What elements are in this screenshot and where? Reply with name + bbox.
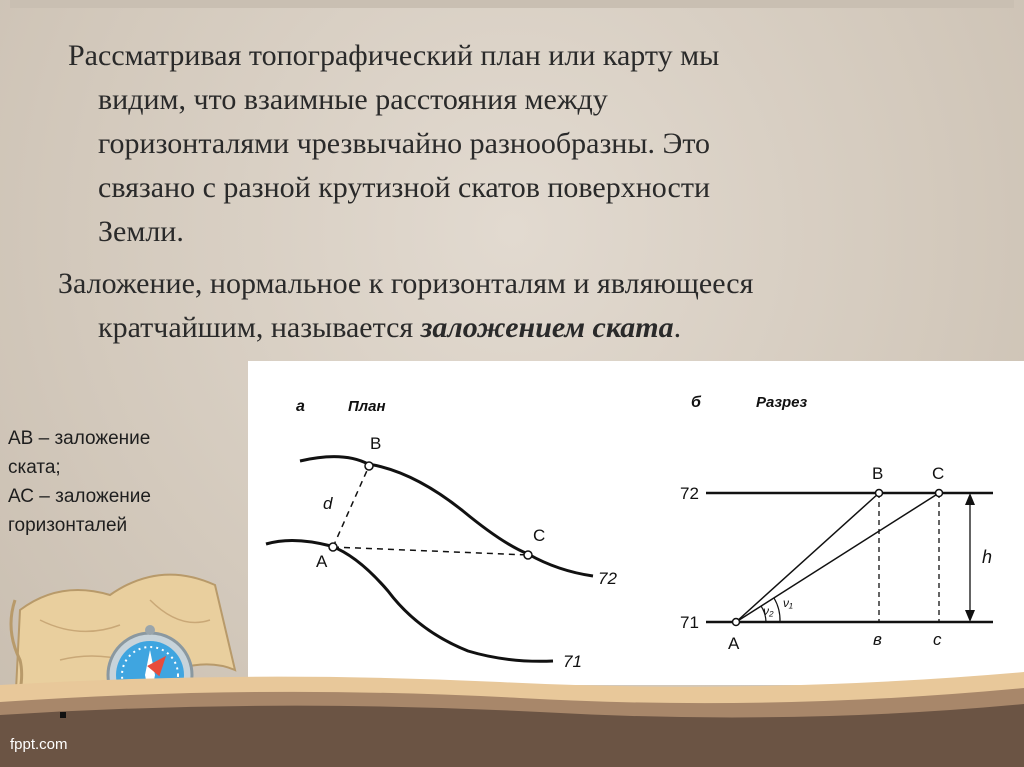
section-label-c: C (932, 464, 945, 483)
angle-label-1: ν₁ (783, 596, 793, 610)
plan-point-a (329, 543, 337, 551)
height-arrow-top (965, 493, 975, 505)
section-point-c (936, 490, 943, 497)
side-note (8, 424, 248, 540)
slope-term: заложением ската (420, 311, 674, 344)
paragraph1-line-4: связано с разной крутизной скатов поверхности (98, 171, 710, 204)
slide-frame (10, 0, 1014, 8)
plan-label-a: A (316, 552, 328, 571)
paragraph-contour-spacing (68, 34, 948, 254)
section-label-b: B (872, 464, 884, 483)
side-note-line-1: АВ – заложение (8, 428, 151, 449)
slope-ac (736, 493, 939, 622)
paragraph1-line-5: Земли. (98, 215, 184, 248)
angle-label-2: ν₂ (763, 604, 774, 618)
section-title: Разрез (756, 394, 808, 411)
paragraph-slope-definition (58, 262, 958, 350)
paragraph2-line-2 (58, 306, 958, 350)
height-arrow-bottom (965, 610, 975, 622)
section-point-b (876, 490, 883, 497)
section-tag: б (691, 394, 701, 411)
slope-ab (736, 493, 879, 622)
plan-point-b (365, 462, 373, 470)
plan-label-c: C (533, 526, 546, 545)
plan-title: План (348, 398, 386, 415)
bottom-decorative-bands (0, 640, 1024, 767)
footer-logo: fppt.com (10, 736, 68, 753)
section-diagram (680, 394, 993, 653)
side-note-line-3: АС – заложение (8, 486, 151, 507)
contour-label-71: 71 (563, 652, 582, 671)
paragraph1-line-3: горизонталями чрезвычайно разнообразны. Это (98, 127, 711, 160)
plan-label-b: B (370, 434, 382, 453)
paragraph2-line-1: Заложение, нормальное к горизонталям и являющееся (58, 267, 754, 300)
paragraph2-suffix: . (673, 311, 682, 344)
section-label-foot-c: c (933, 630, 942, 649)
bullet-marker (60, 712, 66, 718)
angle-arc-1 (774, 598, 780, 622)
section-label-foot-b: в (873, 630, 882, 649)
paragraph1-line-2: видим, что взаимные расстояния между (98, 83, 608, 116)
paragraph2-prefix: кратчайшим, называется (98, 311, 421, 344)
segment-ac (333, 547, 528, 555)
height-label: h (982, 547, 993, 567)
diagram-figure (248, 361, 1024, 685)
paragraph1-line-1: Рассматривая топографический план или карту мы (68, 39, 720, 72)
level-label-72: 72 (680, 484, 699, 503)
contour-label-72: 72 (598, 569, 617, 588)
side-note-line-4: горизонталей (8, 515, 128, 536)
plan-diagram (266, 398, 617, 671)
segment-ab (333, 466, 369, 547)
plan-point-c (524, 551, 532, 559)
level-label-71: 71 (680, 613, 699, 632)
side-note-line-2: ската; (8, 457, 61, 478)
plan-label-d: d (323, 494, 333, 513)
contour-line-72 (300, 457, 593, 576)
plan-tag: а (296, 398, 305, 415)
section-point-a (733, 619, 740, 626)
section-label-a: A (728, 634, 740, 653)
